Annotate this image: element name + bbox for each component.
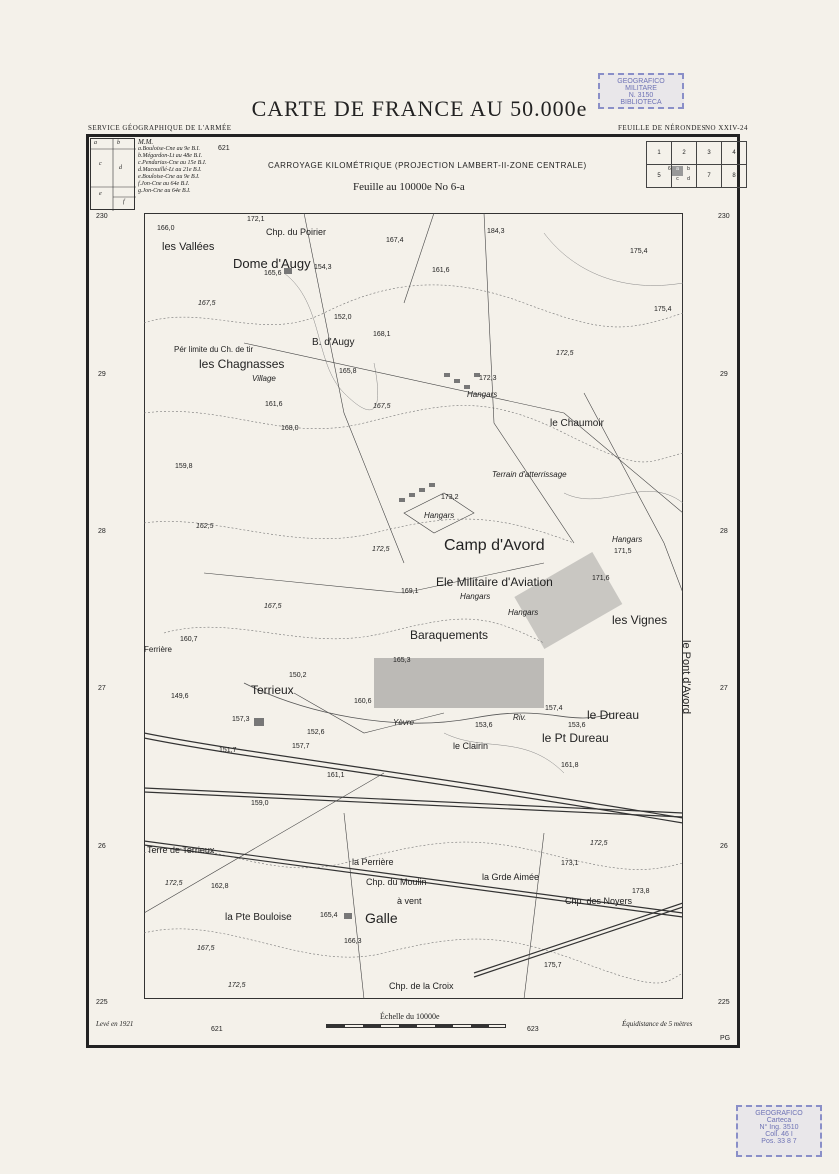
place-label: les Vallées: [162, 241, 215, 253]
place-label: le Dureau: [587, 708, 640, 722]
legend-item: g.Jon-Cne au 64e B.I.: [138, 188, 191, 194]
place-label: les Chagnasses: [199, 357, 285, 371]
elevation-label: 160,7: [180, 636, 198, 643]
place-label: Chp. des Noyers: [565, 896, 633, 906]
legend-item: f.Jon-Cne au 64e B.I.: [138, 181, 190, 187]
place-label: à vent: [397, 896, 422, 906]
elevation-label: 151,7: [219, 747, 237, 754]
place-label: Hangars: [467, 390, 498, 399]
elevation-label: 171,6: [592, 575, 610, 582]
elevation-label: 173,8: [632, 888, 650, 895]
index-cell-number: 6: [668, 166, 671, 172]
coord-left-y: 27: [98, 685, 106, 692]
elevation-label: 150,2: [289, 672, 307, 679]
index-subcell: c: [676, 176, 679, 182]
contour-label: 172,5: [590, 840, 608, 847]
elevation-label: 168,0: [281, 425, 299, 432]
coord-left-y: 29: [98, 371, 106, 378]
elevation-label: 161,6: [265, 401, 283, 408]
place-label: Hangars: [424, 511, 455, 520]
index-cell: 7: [697, 165, 722, 188]
stamp-text: BIBLIOTECA: [620, 99, 662, 106]
elevation-label: 169,1: [401, 588, 419, 595]
legend-box-letter: d: [119, 165, 122, 171]
place-label: Ele Militaire d'Aviation: [436, 575, 553, 589]
elevation-label: 153,6: [475, 722, 493, 729]
index-cell: 3: [697, 142, 722, 165]
legend-item: e.Bouloise-Cne au 9e B.I.: [138, 174, 200, 180]
place-label: Baraquements: [410, 628, 489, 642]
coord-bottom-x: 621: [211, 1026, 223, 1033]
legend-item: d.Macouillé-Lt au 21e B.I.: [138, 167, 202, 173]
place-label: Hangars: [508, 608, 539, 617]
stamp-text: GEOGRAFICO: [617, 78, 665, 85]
coord-bottom-x: 623: [527, 1026, 539, 1033]
place-label: Riv.: [513, 713, 527, 722]
elevation-label: 165,8: [339, 368, 357, 375]
contour-label: 172,5: [228, 982, 246, 989]
elevation-label: 168,1: [373, 331, 391, 338]
index-cell-current: [672, 165, 697, 188]
place-label: Chp. de la Croix: [389, 981, 454, 991]
legend-index-sketch: [91, 139, 136, 211]
place-label: Chp. du Poirier: [266, 227, 327, 237]
service-label: SERVICE GÉOGRAPHIQUE DE L'ARMÉE: [88, 124, 232, 132]
coord-right-y: 230: [718, 213, 730, 220]
legend-box-letter: e: [99, 191, 102, 197]
sheet-index-grid: [646, 141, 747, 188]
elevation-label: 153,6: [568, 722, 586, 729]
coord-left-y: 230: [96, 213, 108, 220]
elevation-label: 152,6: [307, 729, 325, 736]
scale-bar: [326, 1024, 506, 1028]
sub-sheet-title: Feuille au 10000e No 6-a: [353, 181, 465, 193]
elevation-label: 165,6: [264, 270, 282, 277]
place-label: Hangars: [612, 535, 643, 544]
place-label: Village: [252, 374, 276, 383]
legend-item: b.Mégardon-Lt au 48e B.I.: [138, 153, 203, 159]
place-label: Hangars: [460, 592, 491, 601]
place-label: la Pte Bouloise: [225, 912, 292, 923]
index-subcell: b: [687, 166, 690, 172]
place-label: Pér limite du Ch. de tir: [174, 345, 254, 354]
place-label: Terrieux: [251, 683, 294, 697]
contour-label: 167,5: [198, 300, 216, 307]
legend-box-letter: b: [117, 140, 120, 146]
contour-label: 167,5: [197, 945, 215, 952]
place-label: Yèvre: [393, 718, 414, 727]
place-label: le Pt Dureau: [542, 731, 609, 745]
elevation-label: 172,3: [479, 375, 497, 382]
stamp-text: Coll. 46 I: [765, 1131, 793, 1138]
sheet-name: FEUILLE DE NÉRONDES: [618, 124, 707, 132]
contour-label: 172,5: [372, 546, 390, 553]
legend-item: c.Pendarias-Cne au 15e B.I.: [138, 160, 207, 166]
elevation-label: 161,8: [561, 762, 579, 769]
stamp-text: N. 3150: [628, 92, 654, 99]
coord-right-y: 27: [720, 685, 728, 692]
place-label: Camp d'Avord: [444, 537, 545, 554]
stamp-text: Carteca: [766, 1117, 792, 1124]
elevation-label: 149,6: [171, 693, 189, 700]
place-label: Dome d'Augy: [233, 256, 311, 271]
place-label: le Chaumoir: [550, 418, 604, 429]
elevation-label: 157,4: [545, 705, 563, 712]
elevation-label: 166,0: [157, 225, 175, 232]
elevation-label: 157,3: [232, 716, 250, 723]
index-cell: 1: [647, 142, 672, 165]
elevation-label: 154,3: [314, 264, 332, 271]
survey-date: Levé en 1921: [96, 1020, 134, 1028]
elevation-label: 159,0: [251, 800, 269, 807]
elevation-label: 161,1: [327, 772, 345, 779]
contour-label: 167,5: [373, 403, 391, 410]
legend-box-letter: a: [94, 140, 97, 146]
scale-label: Échelle du 10000e: [380, 1012, 440, 1021]
place-label: Ferrière: [144, 645, 173, 654]
library-stamp-bottom: [736, 1105, 822, 1157]
index-cell: 2: [672, 142, 697, 165]
legend-label: M.M.: [138, 138, 154, 146]
elevation-label: 175,4: [630, 248, 648, 255]
contour-label: 167,5: [264, 603, 282, 610]
elevation-label: 167,4: [386, 237, 404, 244]
coord-right-y: 225: [718, 999, 730, 1006]
coord-left-y: 26: [98, 843, 106, 850]
coord-left-y: 225: [96, 999, 108, 1006]
coord-right-y: 26: [720, 843, 728, 850]
place-label: Terrain d'atterrissage: [492, 470, 567, 479]
contour-label: 172,5: [165, 880, 183, 887]
elevation-label: 159,8: [175, 463, 193, 470]
elevation-label: 152,0: [334, 314, 352, 321]
elevation-label: 175,7: [544, 962, 562, 969]
contour-label: 172,5: [556, 350, 574, 357]
place-label: le Pont d'Avord: [680, 640, 692, 715]
elevation-label: 165,4: [320, 912, 338, 919]
elevation-label: 166,3: [344, 938, 362, 945]
index-subcell: d: [687, 176, 690, 182]
legend-list: [138, 139, 206, 195]
elevation-label: 172,1: [247, 216, 265, 223]
stamp-text: MILITARE: [625, 85, 657, 92]
stamp-text: Pos. 33 8 7: [761, 1138, 797, 1145]
place-label: la Grde Aimée: [482, 872, 540, 882]
elevation-label: 157,7: [292, 743, 310, 750]
legend-box: [90, 138, 135, 210]
stamp-text: GEOGRAFICO: [755, 1110, 803, 1117]
legend-box-letter: c: [99, 161, 102, 167]
place-label: les Vignes: [612, 613, 668, 627]
coord-top-x: 621: [218, 145, 230, 152]
place-label: Chp. du Moulin: [366, 877, 427, 887]
map-title: CARTE DE FRANCE AU 50.000e: [251, 96, 588, 121]
place-label: Galle: [365, 910, 398, 926]
equidistance-label: Équidistance de 5 mètres: [622, 1020, 693, 1028]
legend-item: a.Bouloise-Cne au 9e B.I.: [138, 146, 200, 152]
place-label: le Clairin: [453, 741, 489, 751]
initials-label: PG: [720, 1035, 731, 1042]
place-label: B. d'Augy: [312, 337, 355, 348]
elevation-label: 160,6: [354, 698, 372, 705]
elevation-label: 175,4: [654, 306, 672, 313]
elevation-label: 173,2: [441, 494, 459, 501]
elevation-label: 161,6: [432, 267, 450, 274]
legend-box-letter: f: [123, 199, 125, 205]
contour-label: 162,5: [196, 523, 214, 530]
grid-title: CARROYAGE KILOMÉTRIQUE (PROJECTION LAMBERT-II-ZONE CENTRALE): [268, 161, 587, 170]
index-cell: 4: [722, 142, 747, 165]
elevation-label: 184,3: [487, 228, 505, 235]
coord-right-y: 28: [720, 528, 728, 535]
index-cell: 5: [647, 165, 672, 188]
sheet-number: NO XXIV-24: [705, 124, 749, 132]
elevation-label: 162,8: [211, 883, 229, 890]
elevation-label: 171,5: [614, 548, 632, 555]
place-label: Terre de Terrieux: [147, 845, 215, 855]
stamp-text: N° Ing. 3510: [759, 1124, 799, 1131]
elevation-label: 173,1: [561, 860, 579, 867]
coord-right-y: 29: [720, 371, 728, 378]
place-label: la Perrière: [352, 857, 394, 867]
coord-left-y: 28: [98, 528, 106, 535]
elevation-label: 165,3: [393, 657, 411, 664]
index-cell: 8: [722, 165, 747, 188]
index-subcell-current: a: [672, 166, 683, 176]
